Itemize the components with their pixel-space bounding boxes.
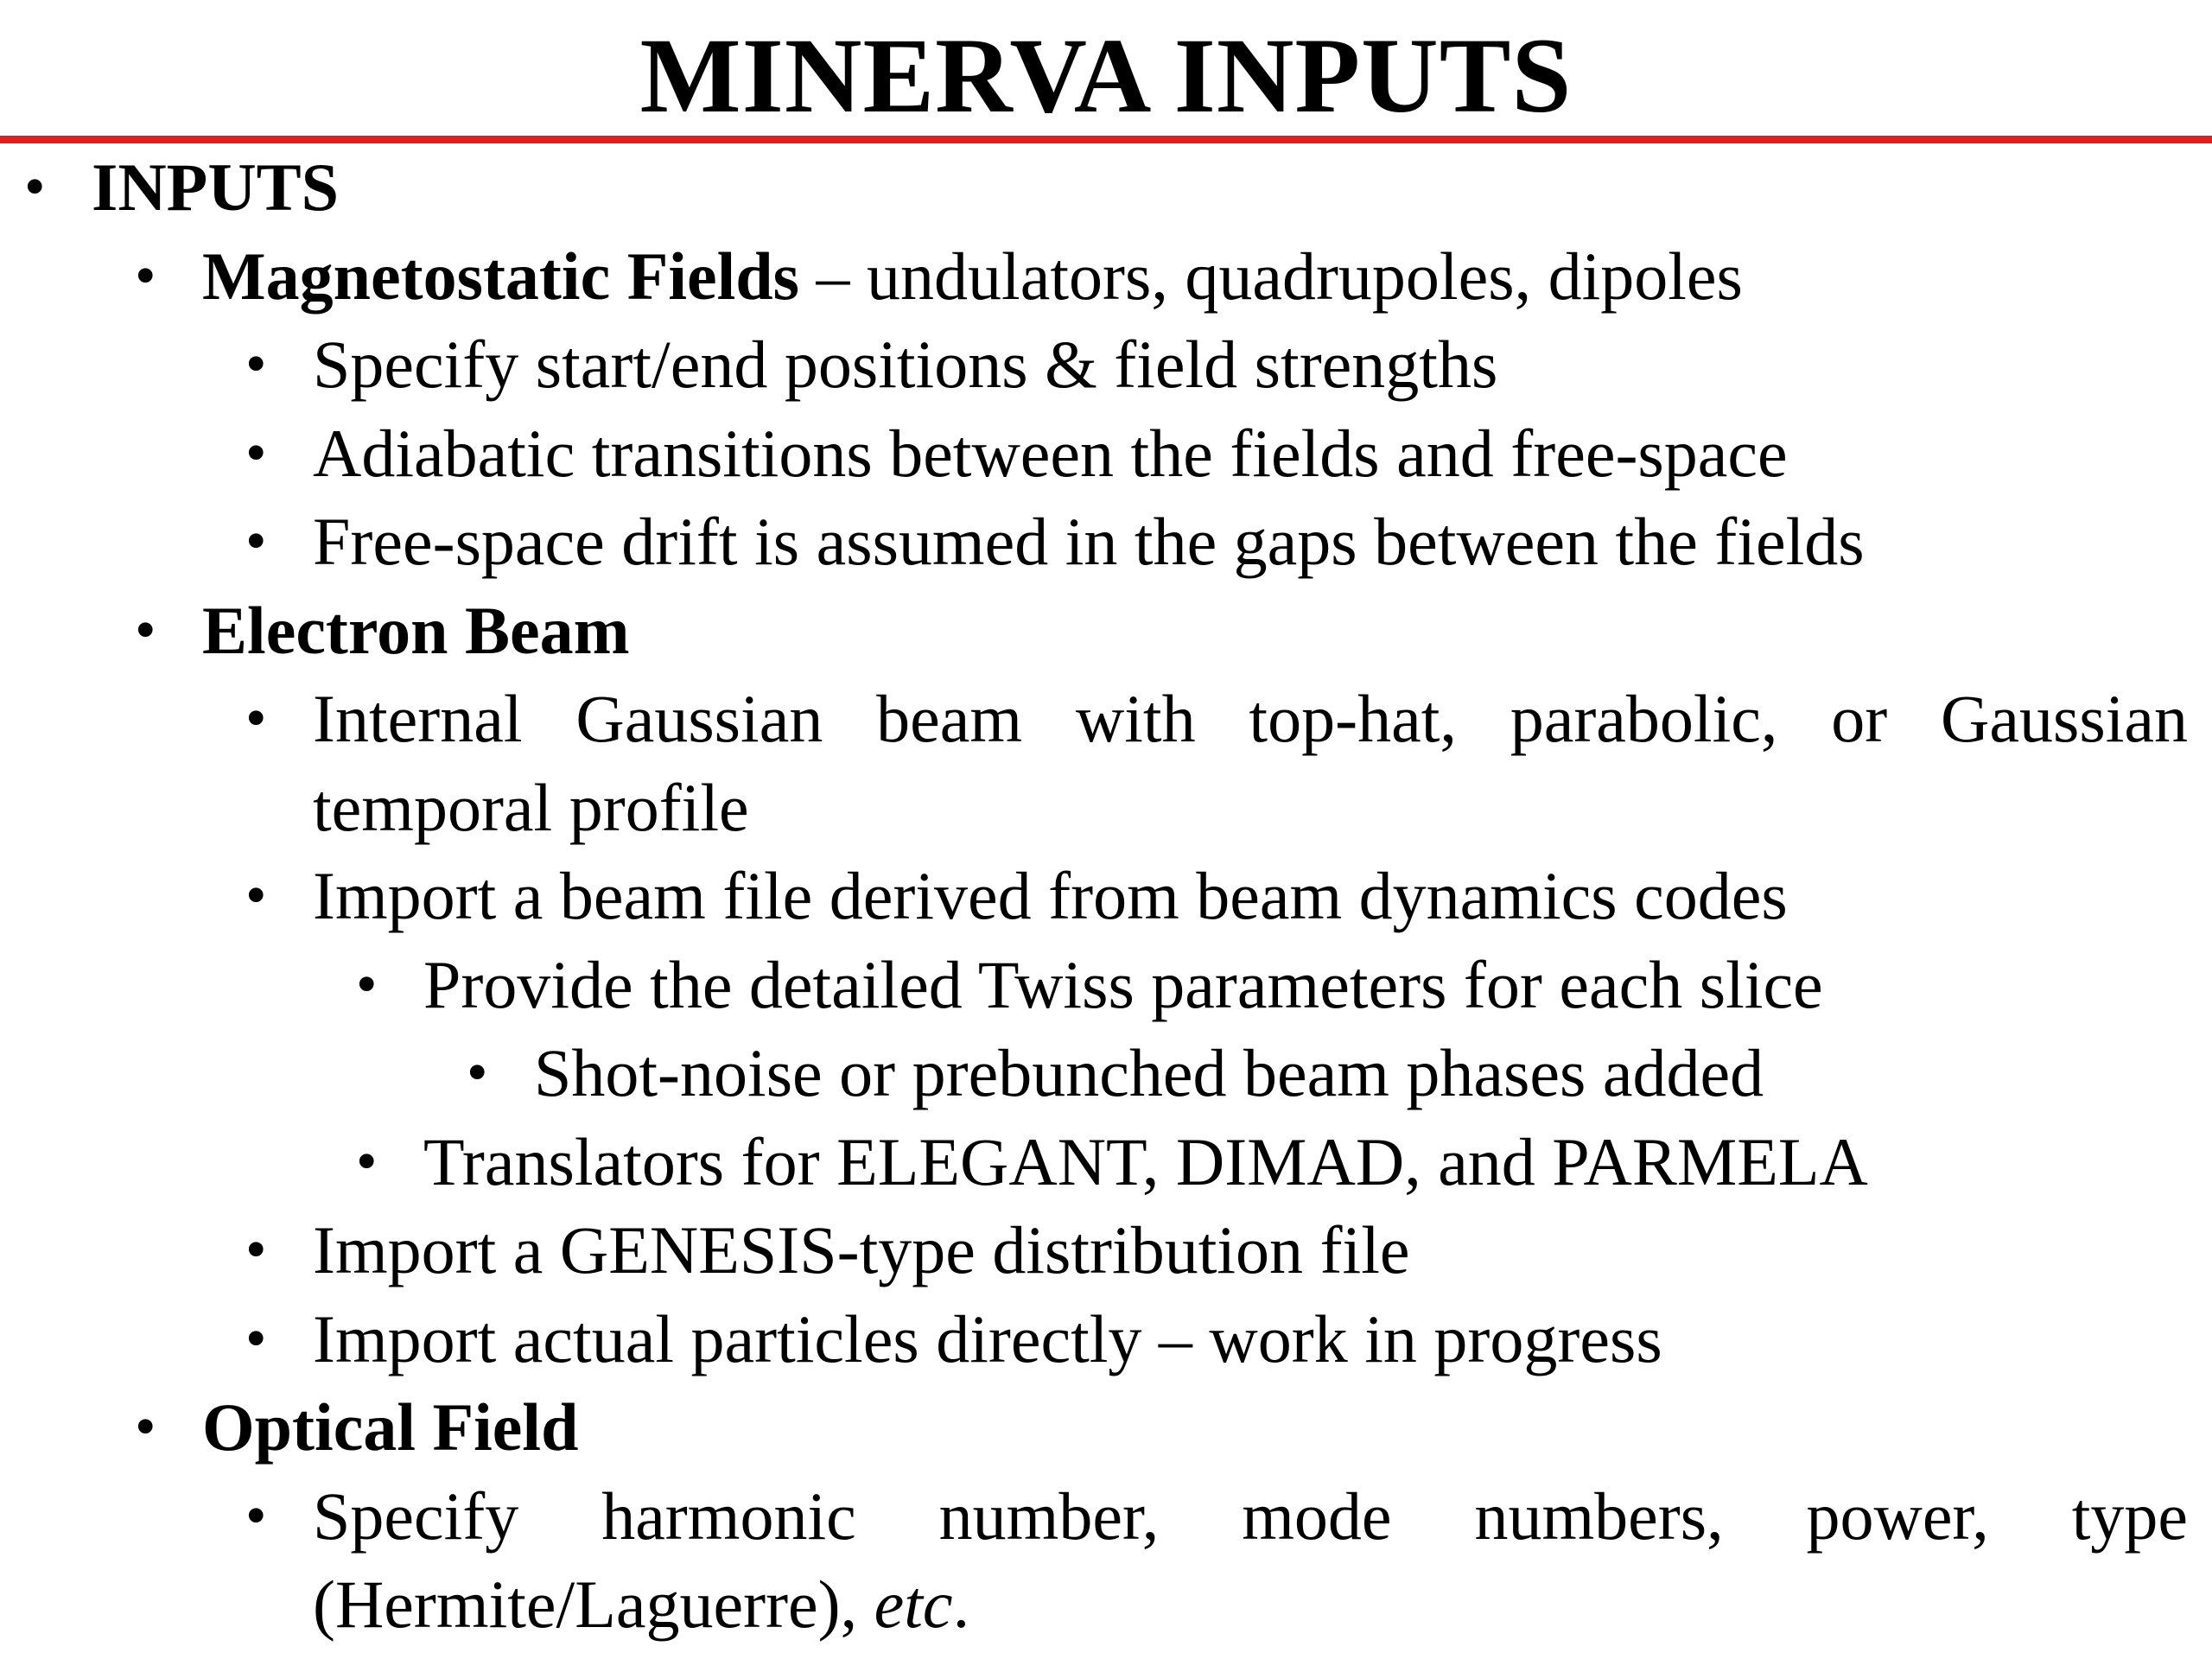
list-item-heading: Magnetostatic Fields [202, 238, 800, 314]
list-item [0, 1472, 2188, 1649]
bullet-icon: • [245, 1305, 267, 1372]
list-item-heading: Optical Field [202, 1389, 579, 1465]
bullet-icon: • [245, 862, 267, 929]
list-item-text: Import a GENESIS-type distribution file [313, 1212, 1410, 1287]
bullet-icon: • [135, 1394, 156, 1460]
list-item [0, 1295, 2212, 1384]
list-item [0, 1118, 2212, 1207]
list-item-text: – undulators, quadrupoles, dipoles [799, 238, 1743, 314]
list-item [0, 675, 2188, 852]
list-item [0, 852, 2212, 941]
bullet-icon: • [356, 950, 378, 1018]
list-item-heading: INPUTS [92, 149, 340, 225]
list-item-text: Import a beam file derived from beam dynamics codes [313, 858, 1788, 933]
page-title: MINERVA INPUTS [639, 16, 1573, 135]
list-item-text: Translators for ELEGANT, DIMAD, and PARMELA [423, 1123, 1868, 1199]
bullet-list [0, 143, 2212, 1649]
bullet-icon: • [245, 331, 267, 397]
bullet-icon: • [245, 419, 267, 486]
list-item-tail: . [952, 1567, 970, 1642]
bullet-icon: • [135, 242, 156, 309]
list-item-text: Internal Gaussian beam with top-hat, parabolic, or Gaussian temporal profile [313, 681, 2188, 845]
list-item-text: Import actual particles directly – work in progress [313, 1300, 1662, 1376]
list-item [0, 143, 2212, 232]
bullet-icon: • [24, 154, 46, 220]
list-item-text: Specify start/end positions & field strengths [313, 327, 1498, 402]
bullet-icon: • [245, 508, 267, 575]
list-item [0, 941, 2212, 1030]
list-item [0, 498, 2212, 587]
list-item [0, 321, 2212, 410]
bullet-icon: • [356, 1128, 378, 1195]
list-item-text: Provide the detailed Twiss parameters for each slice [423, 946, 1823, 1022]
bullet-icon: • [135, 596, 156, 664]
list-item [0, 232, 2212, 321]
list-item-text: Adiabatic transitions between the fields and free-space [313, 415, 1788, 491]
list-item [0, 1029, 2212, 1118]
list-item-text: Free-space drift is assumed in the gaps between the fields [313, 504, 1865, 579]
bullet-icon: • [467, 1039, 488, 1106]
list-item-text: Specify harmonic number, mode numbers, power, type (Hermite/Laguerre), [313, 1478, 2188, 1642]
title-divider [0, 136, 2212, 143]
list-item [0, 1206, 2212, 1295]
list-item-italic: etc [874, 1567, 953, 1642]
bullet-icon: • [245, 1217, 267, 1283]
list-item [0, 587, 2212, 676]
list-item [0, 1383, 2212, 1472]
list-item [0, 410, 2212, 499]
bullet-icon: • [245, 685, 267, 752]
bullet-icon: • [245, 1482, 267, 1549]
list-item-heading: Electron Beam [202, 592, 630, 668]
list-item-text: Shot-noise or prebunched beam phases added [534, 1035, 1764, 1110]
